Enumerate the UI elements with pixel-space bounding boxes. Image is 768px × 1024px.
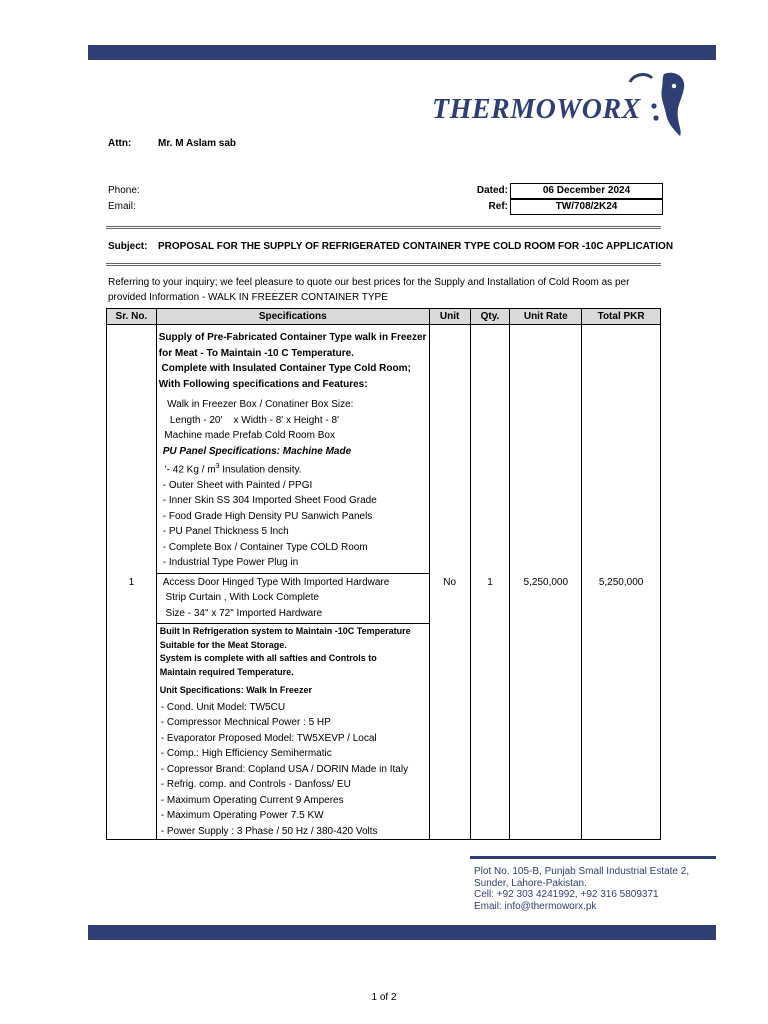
pu-item: - Outer Sheet with Painted / PPGI [162,479,313,491]
pu-panel-title: PU Panel Specifications: Machine Made [162,445,352,457]
address-line-4: Email: info@thermoworx.pk [474,900,597,912]
bottom-banner [88,925,716,940]
cell-unit-rate: 5,250,000 [510,325,582,840]
refrig-heading-1: Built In Refrigeration system to Maintain -10C Temperature [159,626,411,637]
intro-line-1: Referring to your inquiry; we feel pleasure to quote our best prices for the Supply and Installation of Cold Room as per [108,277,630,288]
quotation-table [106,308,661,840]
unit-item: - Maximum Operating Power 7.5 KW [160,810,324,822]
pu-density-sup: 3 [215,463,220,470]
unit-item: - Comp.: High Efficiency Semihermatic [160,748,332,760]
subject-value: PROPOSAL FOR THE SUPPLY OF REFRIGERATED CONTAINER TYPE COLD ROOM FOR -10C APPLICATION [158,241,674,252]
spec-box-2: Length - 20' x Width - 8' x Height - 8' [158,414,339,426]
subject-label: Subject: [108,241,148,252]
header-total-pkr: Total PKR [582,309,661,325]
door-line-1: Access Door Hinged Type With Imported Hardware [162,576,390,588]
unit-item: - Compressor Mechnical Power : 5 HP [160,717,331,729]
cell-unit: No [429,325,470,840]
address-line-2: Sunder, Lahore-Pakistan. [474,877,587,889]
spec-heading-3: Complete with Insulated Container Type Cold Room; [158,363,411,374]
unit-spec-list [157,700,429,840]
intro-line-2: provided Information - WALK IN FREEZER CONTAINER TYPE [108,292,388,303]
unit-spec-title: Unit Specifications: Walk In Freezer [159,685,312,696]
pu-item: - Inner Skin SS 304 Imported Sheet Food Grade [162,495,377,507]
pu-item: - PU Panel Thickness 5 Inch [162,526,289,538]
table-row [107,325,661,840]
header-specifications: Specifications [156,309,429,325]
company-logo-text: THERMOWORX [432,94,641,125]
header-unit-rate: Unit Rate [510,309,582,325]
pu-density-pre: '- 42 Kg / m [164,464,216,476]
pu-density [159,459,429,478]
cell-specifications [156,325,429,840]
spec-box-1: Walk in Freezer Box / Conatiner Box Size: [158,399,354,410]
attn-value: Mr. M Aslam sab [158,138,236,149]
ref-value: TW/708/2K24 [510,199,663,215]
spec-heading-1: Supply of Pre-Fabricated Container Type walk in Freezer [158,332,427,343]
door-line-3: Size - 34" x 72" Imported Hardware [162,607,323,619]
cell-qty: 1 [470,325,510,840]
unit-item: - Maximum Operating Current 9 Amperes [160,794,344,806]
spec-box-3: Machine made Prefab Cold Room Box [158,430,335,441]
pu-density-post: Insulation density. [219,464,302,476]
pu-item: - Food Grade High Density PU Sanwich Panels [162,510,373,522]
header-qty: Qty. [470,309,510,325]
page-number: 1 of 2 [371,992,397,1003]
unit-item: - Refrig. comp. and Controls - Danfoss/ EU [160,779,351,791]
unit-item: - Cond. Unit Model: TW5CU [160,701,286,713]
phone-label: Phone: [108,185,140,196]
spec-section-door [157,573,429,625]
ref-label: Ref: [488,201,508,212]
top-banner [88,45,716,60]
unit-item: - Evaporator Proposed Model: TW5XEVP / Local [160,732,377,744]
divider-bottom [106,263,661,266]
cell-sr-no: 1 [107,325,157,840]
refrig-heading-4: Maintain required Temperature. [159,666,294,677]
spec-heading-4: With Following specifications and Features: [158,378,368,390]
unit-item: - Power Supply : 3 Phase / 50 Hz / 380-420 Volts [160,825,378,837]
pu-item: - Complete Box / Container Type COLD Room [162,541,368,553]
header-sr-no: Sr. No. [107,309,157,325]
door-line-2: Strip Curtain , With Lock Complete [162,592,319,604]
cell-total-pkr: 5,250,000 [582,325,661,840]
header-unit: Unit [429,309,470,325]
spec-section-box [157,325,429,573]
spec-heading-2: for Meat - To Maintain -10 C Temperature. [158,347,354,359]
attn-label: Attn: [108,138,132,149]
spec-section-refrigeration [157,624,429,698]
refrig-heading-3: System is complete with all safties and Controls to [159,653,377,664]
company-address [474,866,689,912]
dated-value: 06 December 2024 [510,183,663,199]
dated-label: Dated: [476,185,508,196]
refrig-heading-2: Suitable for the Meat Storage. [159,639,287,650]
divider-top [106,226,661,229]
address-rule [470,856,716,859]
email-label: Email: [108,201,136,212]
address-line-3: Cell: +92 303 4241992, +92 316 5809371 [474,889,659,900]
unit-item: - Copressor Brand: Copland USA / DORIN Made in Italy [160,763,409,775]
address-line-1: Plot No. 105-B, Punjab Small Industrial Estate 2, [474,866,690,877]
table-header-row [107,309,661,325]
ram-head-icon [624,70,694,138]
pu-item: - Industrial Type Power Plug in [162,557,299,569]
